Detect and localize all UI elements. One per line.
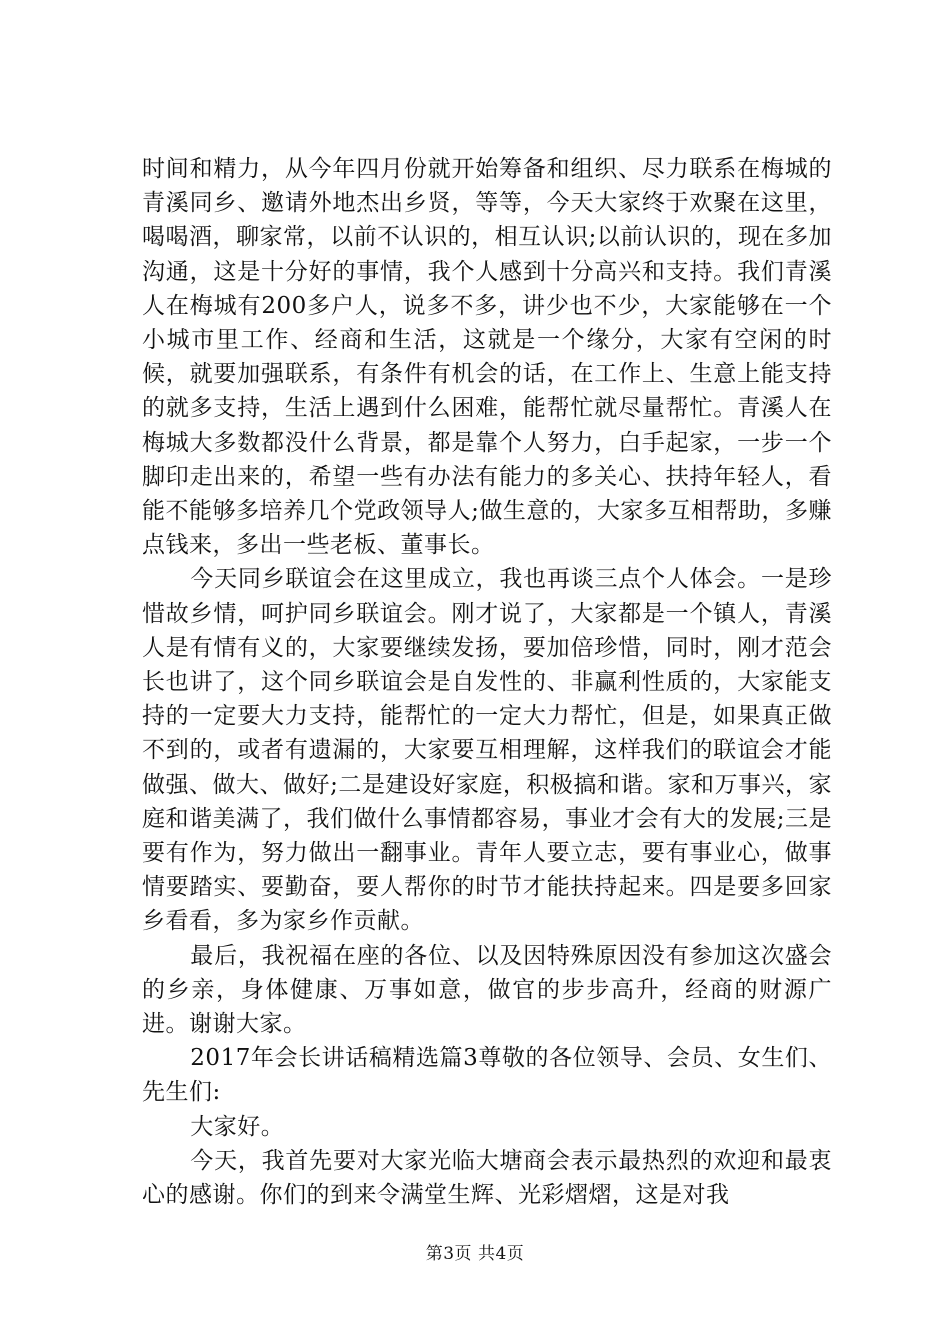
paragraph-2: 今天同乡联谊会在这里成立，我也再谈三点个人体会。一是珍惜故乡情，呵护同乡联谊会。刚才说了，大家都是一个镇人，青溪人是有情有义的，大家要继续发扬，要加倍珍惜，同时，刚才范会长也讲了，这个同乡联谊会是自发性的、非赢利性质的，大家能支持的一定要大力支持，能帮忙的一定大力帮忙，但是，如果真正做不到的，或者有遗漏的，大家要互相理解，这样我们的联谊会才能做强、做大、做好;二是建设好家庭，积极搞和谐。家和万事兴，家庭和谐美满了，我们做什么事情都容易，事业才会有大的发展;三是要有作为，努力做出一翻事业。青年人要立志，要有事业心，做事情要踏实、要勤奋，要人帮你的时节才能扶持起来。四是要多回家乡看看，多为家乡作贡献。 — [142, 566, 832, 935]
document-body — [142, 152, 832, 1212]
paragraph-4-section-heading: 2017年会长讲话稿精选篇3尊敬的各位领导、会员、女生们、先生们: — [142, 1045, 832, 1106]
paragraph-6: 今天，我首先要对大家光临大塘商会表示最热烈的欢迎和最衷心的感谢。你们的到来令满堂生辉、光彩熠熠，这是对我 — [142, 1147, 832, 1209]
page-number-footer: 第3页 共4页 — [425, 1244, 525, 1264]
paragraph-1: 时间和精力，从今年四月份就开始筹备和组织、尽力联系在梅城的青溪同乡、邀请外地杰出乡贤，等等，今天大家终于欢聚在这里，喝喝酒，聊家常，以前不认识的，相互认识;以前认识的，现在多加沟通，这是十分好的事情，我个人感到十分高兴和支持。我们青溪人在梅城有200多户人，说多不多，讲少也不少，大家能够在一个小城市里工作、经商和生活，这就是一个缘分，大家有空闲的时候，就要加强联系，有条件有机会的话，在工作上、生意上能支持的就多支持，生活上遇到什么困难，能帮忙就尽量帮忙。青溪人在梅城大多数都没什么背景，都是靠个人努力，白手起家，一步一个脚印走出来的，希望一些有办法有能力的多关心、扶持年轻人，看能不能够多培养几个党政领导人;做生意的，大家多互相帮助，多赚点钱来，多出一些老板、董事长。 — [142, 156, 832, 559]
paragraph-3: 最后，我祝福在座的各位、以及因特殊原因没有参加这次盛会的乡亲，身体健康、万事如意，做官的步步高升，经商的财源广进。谢谢大家。 — [142, 942, 832, 1038]
paragraph-5-greeting: 大家好。 — [190, 1113, 285, 1140]
